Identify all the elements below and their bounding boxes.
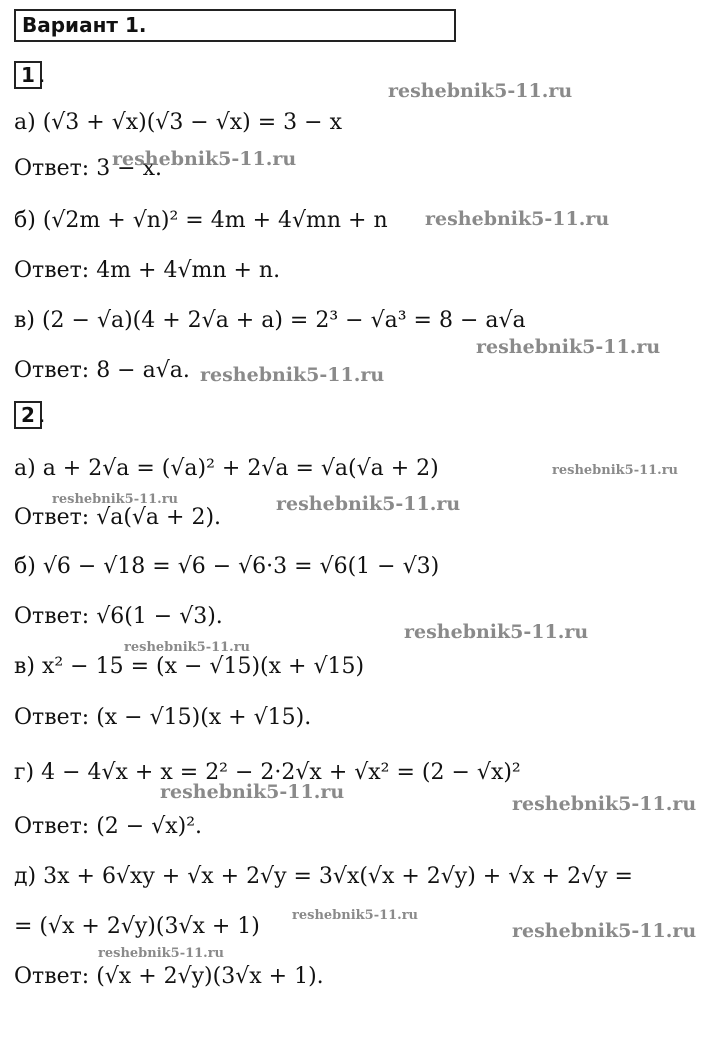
task2-line-c: в) x² − 15 = (x − √15)(x + √15)	[14, 654, 365, 679]
task-number-dot: .	[39, 63, 46, 87]
watermark: reshebnik5-11.ru	[292, 908, 419, 923]
task1-line-b: б) (√2m + √n)² = 4m + 4√mn + n	[14, 208, 388, 233]
task2-line-e: д) 3x + 6√xy + √x + 2√y = 3√x(√x + 2√y) + √x + 2√y =	[14, 864, 633, 889]
task2-line-d: г) 4 − 4√x + x = 2² − 2·2√x + √x² = (2 − √x)²	[14, 760, 521, 785]
task2-line-b: б) √6 − √18 = √6 − √6·3 = √6(1 − √3)	[14, 554, 440, 579]
task-number-dot: .	[39, 403, 46, 427]
task2-line-e-cont: = (√x + 2√y)(3√x + 1)	[14, 914, 260, 939]
watermark: reshebnik5-11.ru	[512, 920, 697, 942]
watermark: reshebnik5-11.ru	[404, 621, 589, 643]
watermark: reshebnik5-11.ru	[388, 80, 573, 102]
watermark: reshebnik5-11.ru	[160, 781, 345, 803]
watermark: reshebnik5-11.ru	[124, 640, 251, 655]
task2-answer-c: Ответ: (x − √15)(x + √15).	[14, 705, 312, 730]
task1-line-c: в) (2 − √a)(4 + 2√a + a) = 2³ − √a³ = 8 − a√a	[14, 308, 526, 333]
watermark: reshebnik5-11.ru	[476, 336, 661, 358]
task-number-1: 1	[14, 61, 42, 89]
task1-answer-a: Ответ: 3 − x.	[14, 156, 163, 181]
watermark: reshebnik5-11.ru	[552, 463, 679, 478]
task2-answer-a: Ответ: √a(√a + 2).	[14, 505, 222, 530]
task2-answer-b: Ответ: √6(1 − √3).	[14, 604, 223, 629]
watermark: reshebnik5-11.ru	[276, 493, 461, 515]
task1-answer-b: Ответ: 4m + 4√mn + n.	[14, 258, 281, 283]
task1-answer-c: Ответ: 8 − a√a.	[14, 358, 190, 383]
task1-line-a: а) (√3 + √x)(√3 − √x) = 3 − x	[14, 110, 342, 135]
task2-answer-d: Ответ: (2 − √x)².	[14, 814, 203, 839]
variant-title: Вариант 1.	[14, 9, 456, 42]
task2-answer-e: Ответ: (√x + 2√y)(3√x + 1).	[14, 964, 324, 989]
watermark: reshebnik5-11.ru	[425, 208, 610, 230]
watermark: reshebnik5-11.ru	[200, 364, 385, 386]
watermark: reshebnik5-11.ru	[98, 946, 225, 961]
task-number-2: 2	[14, 401, 42, 429]
task2-line-a: а) a + 2√a = (√a)² + 2√a = √a(√a + 2)	[14, 456, 439, 481]
watermark: reshebnik5-11.ru	[512, 793, 697, 815]
watermark: reshebnik5-11.ru	[112, 148, 297, 170]
watermark: reshebnik5-11.ru	[52, 492, 179, 507]
